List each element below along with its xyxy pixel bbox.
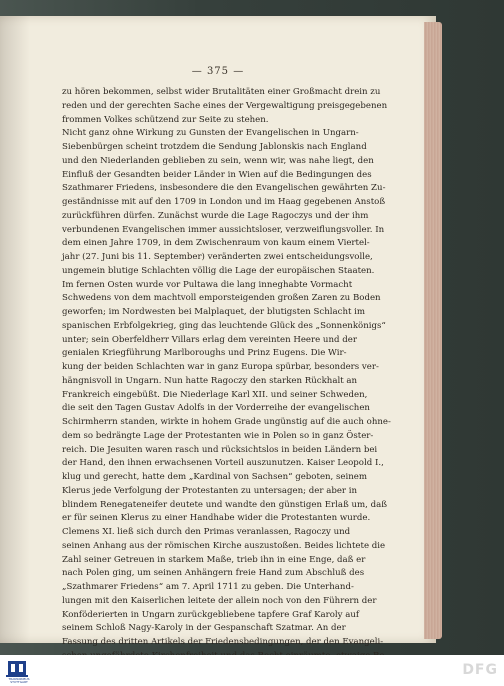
text-line: geständnisse mit auf den 1709 in London und im Haag gegebenen Anstoß: [62, 197, 386, 207]
text-line: spanischen Erbfolgekrieg, ging das leuchtende Glück des „Sonnenkönigs“: [62, 320, 386, 331]
text-line: hängnisvoll in Ungarn. Nun hatte Ragoczy den starken Rückhalt an: [62, 375, 358, 386]
text-line: Clemens XI. ließ sich durch den Primas veranlassen, Ragoczy und: [62, 527, 351, 537]
text-line: kung der beiden Schlachten war in ganz Europa spürbar, besonders ver-: [62, 362, 379, 372]
text-line: dem so bedrängte Lage der Protestanten wie in Polen so in ganz Öster-: [62, 430, 374, 441]
text-line: geworfen; im Nordwesten bei Malplaquet, der blutigsten Schlacht im: [62, 307, 366, 317]
page-body-text: [62, 86, 422, 664]
text-line: Schwedens von dem machtvoll emporsteigenden großen Zaren zu Boden: [62, 293, 381, 304]
text-line: frommen Volkes schützend zur Seite zu stehen.: [62, 114, 269, 125]
text-line: reich. Die Jesuiten waren rasch und rücksichtslos in beiden Ländern bei: [62, 444, 378, 455]
text-line: blindem Renegateneifer deutete und wandte den günstigen Erlaß um, daß: [62, 499, 387, 510]
text-line: und den Niederlanden geblieben zu sein, wenn wir, was nahe liegt, den: [62, 155, 374, 166]
text-line: lungen mit den Kaiserlichen leitete der allein noch von den Führern der: [62, 595, 377, 606]
text-line: Einfluß der Gesandten beider Länder in Wien auf die Bedingungen des: [62, 169, 372, 180]
text-line: Szathmarer Friedens, insbesondere die den Evangelischen gewährten Zu-: [62, 183, 386, 194]
dfg-logo: DFG: [462, 662, 498, 678]
text-line: ungemein blutige Schlachten völlig die Lage der europäischen Staaten.: [62, 265, 375, 276]
text-line: seinem Schloß Nagy-Karoly in der Gespanschaft Szatmar. An der: [62, 623, 346, 634]
text-line: Frankreich eingebüßt. Die Niederlage Karl XII. und seiner Schweden,: [62, 389, 368, 400]
page-edges: [424, 22, 442, 639]
text-line: Konföderierten in Ungarn zurückgebliebene tapfere Graf Karoly auf: [62, 609, 360, 620]
text-line: zurückführen dürfen. Zunächst wurde die Lage Ragoczys und der ihm: [62, 210, 369, 221]
text-line: klug und gerecht, hatte dem „Kardinal von Sachsen“ geboten, seinem: [62, 472, 368, 482]
text-line: Siebenbürgen scheint trotzdem die Sendung Jablonskis nach England: [62, 142, 367, 152]
text-line: zu hören bekommen, selbst wider Brutalitäten einer Großmacht drein zu: [62, 87, 381, 97]
text-line: Klerus jede Verfolgung der Protestanten zu untersagen; der aber in: [62, 485, 358, 496]
text-line: „Szathmarer Friedens“ am 7. April 1711 zu geben. Die Unterhand-: [62, 582, 354, 592]
text-line: er für seinen Klerus zu einer Handhabe wider die Protestanten wurde.: [62, 513, 371, 524]
viewer-footer: [0, 655, 504, 686]
text-line: verbundenen Evangelischen immer aussichtsloser, verzweiflungsvoller. In: [62, 224, 385, 235]
text-line: seinen Anhang aus der römischen Kirche auszustoßen. Beides lichtete die: [62, 540, 386, 551]
text-line: jahr (27. Juni bis 11. September) veränderten zwei entscheidungsvolle,: [62, 252, 373, 262]
text-line: Nicht ganz ohne Wirkung zu Gunsten der Evangelischen in Ungarn-: [62, 128, 359, 139]
text-line: reden und der gerechten Sache eines der Vergewaltigung preisgegebenen: [62, 100, 388, 111]
text-line: unter; sein Oberfeldherr Villars erlag dem vereinten Heere und der: [62, 334, 357, 345]
library-logo-caption: TRANSKRIBUS STUTTGART: [8, 677, 30, 684]
text-line: Fassung des dritten Artikels der Friedensbedingungen, der den Evangeli-: [62, 637, 384, 647]
text-line: dem einen Jahre 1709, in dem Zwischenraum von kaum einem Viertel-: [62, 238, 370, 249]
page-number: — 375 —: [191, 66, 245, 77]
text-line: der Hand, den ihnen erwachsenen Vorteil auszunutzen. Kaiser Leopold I.,: [62, 458, 384, 469]
text-line: die seit den Tagen Gustav Adolfs in der Vorderreihe der evangelischen: [62, 403, 370, 414]
text-line: genialen Kriegführung Marlboroughs und Prinz Eugens. Die Wir-: [62, 348, 347, 359]
text-line: nach Polen ging, um seinen Anhängern freie Hand zum Abschluß des: [62, 568, 365, 579]
text-line: Zahl seiner Getreuen in starkem Maße, trieb ihn in eine Enge, daß er: [62, 554, 366, 565]
page-gutter-shade: [0, 16, 30, 643]
text-line: Im fernen Osten wurde vor Pultawa die lang inneghabte Vormacht: [62, 279, 353, 290]
text-line: Schirmherrn standen, wirkte in hohem Grade ungünstig auf die auch ohne-: [62, 417, 391, 427]
